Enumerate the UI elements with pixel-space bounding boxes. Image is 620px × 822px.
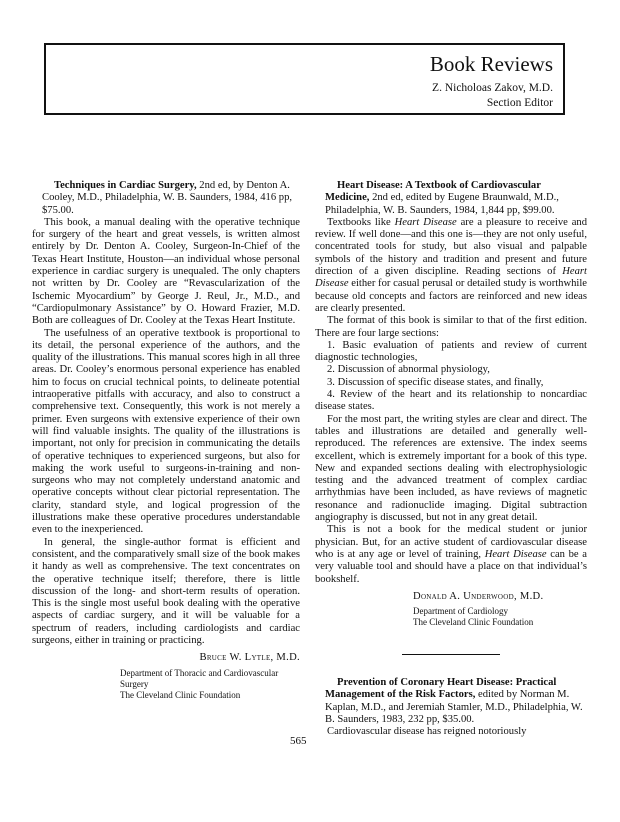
book-title-italic: Heart Disease [484,548,547,560]
right-column [315,180,587,739]
left-column [32,180,300,701]
list-item: 4. Review of the heart and its relationship to noncardiac disease states. [315,389,587,413]
review1-paragraph: In general, the single-author format is efficient and consistent, and the comparatively small size of the book makes it handy as well as comprehensive. The text concentrates on the operative technique itself; therefore, there is little discussion of the long- and short-term results of operation. This is the single most useful book dealing with the operative aspects of cardiac surgery, and it will be valuable for a spectrum of readers, including cardiologists and cardiac surgeons, either in training or practicing. [32,536,300,646]
review2-section-list [315,340,587,414]
review3-paragraph: Cardiovascular disease has reigned notoriously [327,726,527,738]
section-divider [402,654,500,655]
book-title-italic: Heart Disease [315,266,587,290]
section-editor-role: Section Editor [486,97,553,109]
review2-affiliation-org: The Cleveland Clinic Foundation [413,617,534,628]
review3-citation [315,677,587,726]
section-header-box [44,43,565,115]
review1-citation-details: 2nd ed, by Denton A. Cooley, M.D., Philadelphia, W. B. Saunders, 1984, 416 pp, $75.00. [42,180,293,216]
review1-paragraph: This book, a manual dealing with the operative technique for surgery of the heart and great vessels, is written almost entirely by Dr. Denton A. Cooley, Surgeon-In-Chief of the Texas Heart Institute, Houston—an individual whose personal experience in cardiac surgery is unequaled. The only chapters not written by Dr. Cooley are “Revascularization of the Ischemic Myocardium” by George J. Reul, Jr., M.D., and “Cardiopulmonary Assistance” by O. Howard Frazier, M.D. Both are colleagues of Dr. Cooley at the Texas Heart Institute. [32,216,300,327]
review3-title: Prevention of Coronary Heart Disease: Practical Management of the Risk Factors, [325,677,557,701]
review2-title: Heart Disease: A Textbook of Cardiovascular Medicine, [325,180,541,204]
review2-paragraph: This is not a book for the medical student or junior physician. But, for an active student of cardiovascular disease who is at any age or level of training, Heart Disease can be a very valuable tool and should have a place on that individual’s bookshelf. [315,524,587,585]
section-title: Book Reviews [429,52,553,76]
book-title-italic: Heart Disease [394,216,457,228]
review2-citation [315,180,587,217]
review2-paragraph: The format of this book is similar to that of the first edition. There are four large sections: [315,315,587,339]
review1-affiliation-dept: Department of Thoracic and Cardiovascular Surgery [120,667,279,689]
review1-signature: Bruce W. Lytle, M.D. [199,652,300,664]
list-item: 3. Discussion of specific disease states, and finally, [327,376,544,388]
review2-affiliation-dept: Department of Cardiology [413,606,508,617]
section-editor-name: Z. Nicholoas Zakov, M.D. [432,82,553,94]
review2-paragraph: For the most part, the writing styles are clear and direct. The tables and illustrations are detailed and generally well-reproduced. The references are extensive. The index seems excellent, which is extremely important for a book of this type. New and expanded sections dealing with electrophysiologic testing and the advanced treatment of complex cardiac arrhythmias have been included, as have reviews of magnetic resonance and radionuclide imaging. Digital subtraction angiography is discussed, but not in any great detail. [315,413,587,524]
list-item: 2. Discussion of abnormal physiology, [327,364,490,376]
review2-signature: Donald A. Underwood, M.D. [413,590,544,602]
review3-citation-details: edited by Norman M. Kaplan, M.D., and Jeremiah Stamler, M.D., Philadelphia, W. B. Saunders, 1983, 232 pp, $35.00. [325,689,583,725]
review1-paragraph: The usefulness of an operative textbook is proportional to its detail, the personal experience of the authors, and the quality of the illustrations. This manual scores high in all three areas. Dr. Cooley’s enormous personal experience has enabled him to focus on crucial technical points, to delineate potential intraoperative pitfalls with accuracy, and also to construct a comprehensive text. Consequently, this work is not merely a primer. Even surgeons with extensive experience of their own will find valuable insights. The quality of the illustrations is important, not only for precision in communicating the details of operative techniques to experienced surgeons, but also for making the work useful to surgeons-in-training and non-surgeons who may not completely understand anatomic and operative concepts without clear pictorial representation. The clarity, standard style, and logical progression of the illustrations make these operative procedures understandable even to the inexperienced. [32,327,300,536]
review2-citation-details: 2nd ed, edited by Eugene Braunwald, M.D., Philadelphia, W. B. Saunders, 1984, 1,844 pp, $99.00. [325,192,559,216]
review1-title: Techniques in Cardiac Surgery, [54,180,197,191]
review1-citation [32,180,300,217]
review1-affiliation-org: The Cleveland Clinic Foundation [120,689,241,700]
review2-paragraph: Textbooks like Heart Disease are a pleasure to receive and review. If well done—and this one is—they are not only useful, concentrated tools for study, but also visual and palpable symbols of the history and tradition and present and future direction of a given discipline. Reading sections of Heart Disease either for casual perusal or detailed study is worthwhile because old concepts and factors are reinforced and new ideas are clearly presented. [315,216,587,314]
page-number: 565 [290,735,307,747]
list-item: 1. Basic evaluation of patients and review of current diagnostic technologies, [315,339,587,364]
